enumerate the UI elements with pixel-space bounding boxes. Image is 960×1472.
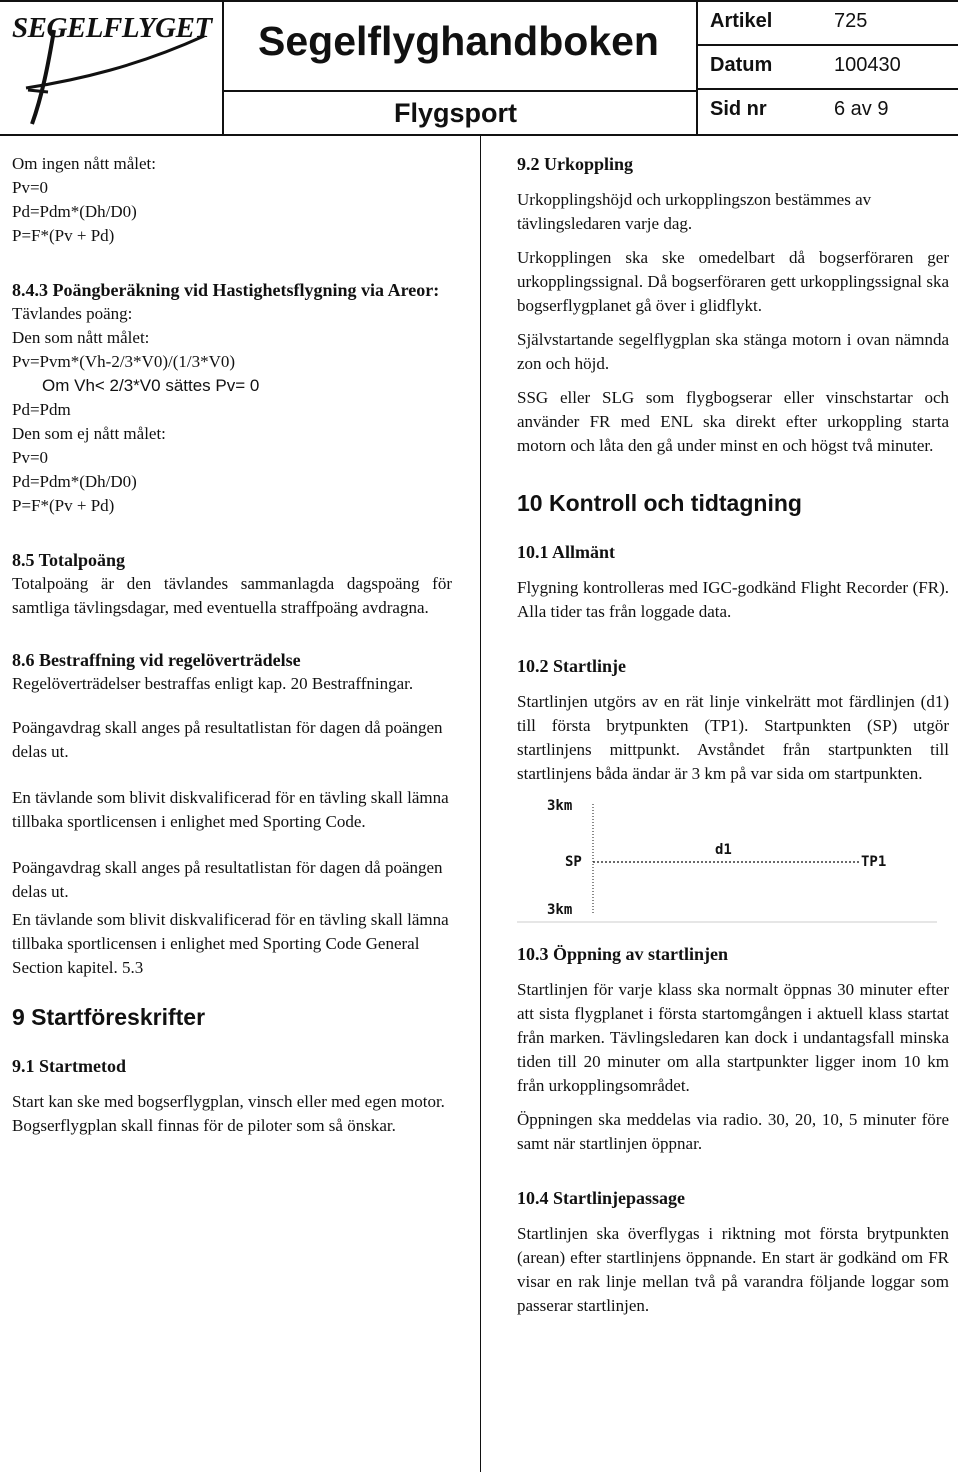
diagram-label-sp: SP [565,854,582,870]
date-value: 100430 [834,54,901,76]
page-header [0,0,958,136]
heading-9-1: 9.1 Startmetod [12,1056,126,1076]
diagram-label-tp1: TP1 [861,854,887,870]
column-divider [480,134,481,1472]
formula-line: P=F*(Pv + Pd) [12,226,115,245]
formula-line: Pv=Pvm*(Vh-2/3*V0)/(1/3*V0) [12,352,236,371]
paragraph: Start kan ske med bogserflygplan, vinsch eller med egen motor. Bogserflygplan skall finnas för de piloter som så önskar. [12,1092,445,1135]
subtitle-cell [224,92,698,134]
heading-9-2: 9.2 Urkoppling [517,154,634,174]
formula-line: Pd=Pdm*(Dh/D0) [12,472,137,491]
paragraph: Urkopplingshöjd och urkopplingszon bestämmes av tävlingsledaren varje dag. [517,190,872,233]
paragraph: Urkopplingen ska ske omedelbart då bogserföraren ger urkopplingssignal. Då bogserföraren gett urkopplingssignal ska bogserflygplanet gå över i glidflykt. [517,248,949,315]
diagram-label-bottom-3km: 3km [547,902,573,918]
paragraph: Poängavdrag skall anges på resultatlistan för dagen då poängen delas ut. [12,858,443,901]
paragraph: Startlinjen för varje klass ska normalt öppnas 30 minuter efter att sista flygplanet i första startomgången i aktuell klass startat från marken. Tävlingsledaren kan dock i undantagsfall minska tiden till 20 minuter om alla startpunkter ligger inom 10 km från urkopplingsområdet. [517,980,949,1095]
document-subtitle: Flygsport [394,98,518,128]
logo-cell [0,2,224,134]
article-value: 725 [834,10,868,32]
paragraph: Poängavdrag skall anges på resultatlistan för dagen då poängen delas ut. [12,718,443,761]
document-title: Segelflyghandboken [258,18,659,64]
text-line: Om ingen nått målet: [12,154,156,173]
paragraph: Flygning kontrolleras med IGC-godkänd Flight Recorder (FR). Alla tider tas från loggade data. [517,578,949,621]
formula-line: P=F*(Pv + Pd) [12,496,115,515]
heading-8-4-3: 8.4.3 Poängberäkning vid Hastighetsflygning via Areor: [12,280,440,300]
paragraph: SSG eller SLG som flygbogserar eller vinschstartar och använder FR med ENL ska direkt efter urkoppling starta motorn och låta den gå under minst en och högst två minuter. [517,388,949,455]
formula-line: Pv=0 [12,178,49,197]
date-label: Datum [710,54,773,76]
title-cell [224,2,698,92]
page-row [698,90,958,132]
heading-10-4: 10.4 Startlinjepassage [517,1188,685,1208]
heading-10-2: 10.2 Startlinje [517,656,626,676]
text-line: Den som ej nått målet: [12,424,166,443]
paragraph: Regelöverträdelser bestraffas enligt kap. 20 Bestraffningar. [12,674,414,693]
heading-8-6: 8.6 Bestraffning vid regelöverträdelse [12,650,301,670]
diagram-label-d1: d1 [715,842,732,858]
heading-10-1: 10.1 Allmänt [517,542,616,562]
text-line: Tävlandes poäng: [12,304,133,323]
paragraph: En tävlande som blivit diskvalificerad för en tävling skall lämna tillbaka sportlicensen i enlighet med Sporting Code General Section kapitel. 5.3 [12,910,449,977]
paragraph: Startlinjen ska överflygas i riktning mot första brytpunkten (arean) efter startlinjens öppnande. En start är godkänd om FR visar en rak linje mellan två på varandra följande loggar som passerar startlinjen. [517,1224,949,1315]
formula-line: Pd=Pdm*(Dh/D0) [12,202,137,221]
paragraph: En tävlande som blivit diskvalificerad för en tävling skall lämna tillbaka sportlicensen i enlighet med Sporting Code. [12,788,449,831]
paragraph: Totalpoäng är den tävlandes sammanlagda dagspoäng för samtliga tävlingsdagar, med eventuella straffpoäng avdragna. [12,574,452,617]
start-line-diagram [517,796,937,928]
heading-10: 10 Kontroll och tidtagning [517,490,802,516]
page-label: Sid nr [710,98,767,120]
article-row [698,2,958,46]
logo-text: SEGELFLYGET [12,12,212,44]
heading-10-3: 10.3 Öppning av startlinjen [517,944,729,964]
page-value: 6 av 9 [834,98,889,120]
right-column [517,152,949,1318]
diagram-label-top-3km: 3km [547,798,573,814]
text-line: Den som nått målet: [12,328,150,347]
paragraph: Öppningen ska meddelas via radio. 30, 20, 10, 5 minuter före samt när startlinjen öppnar. [517,1110,949,1153]
heading-9: 9 Startföreskrifter [12,1004,206,1030]
paragraph: Startlinjen utgörs av en rät linje vinkelrätt mot färdlinjen (d1) till första brytpunkten (TP1). Startpunkten (SP) utgör startlinjens mittpunkt. Avståndet från startpunkten till startlinjens båda ändar är 3 km på var sida om startpunkten. [517,692,949,783]
heading-8-5: 8.5 Totalpoäng [12,550,126,570]
formula-line: Pd=Pdm [12,400,71,419]
left-column [12,152,452,1138]
article-label: Artikel [710,10,773,32]
formula-line: Om Vh< 2/3*V0 sättes Pv= 0 [42,376,260,395]
date-row [698,46,958,90]
formula-line: Pv=0 [12,448,49,467]
paragraph: Självstartande segelflygplan ska stänga motorn i ovan nämnda zon och höjd. [517,330,949,373]
